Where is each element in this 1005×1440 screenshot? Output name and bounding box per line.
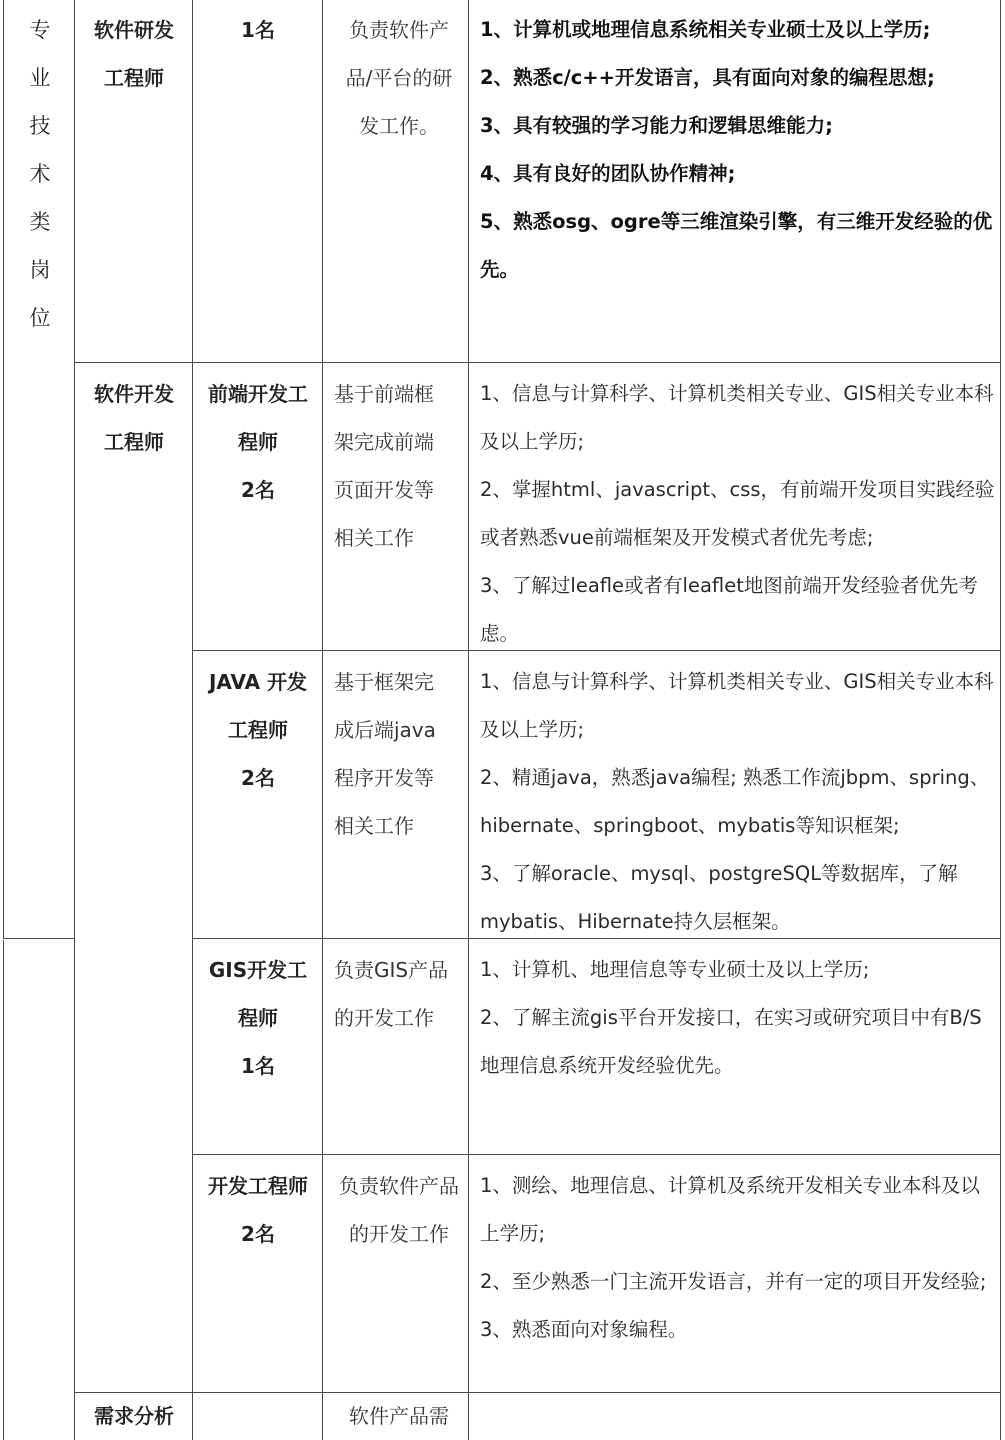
table-border-right [1000,0,1001,1440]
group-label: 软件开发工程师 [94,382,174,454]
requirement-item: 2、掌握html、javascript、css，有前端开发项目实践经验或者熟悉vue前端框架及开发模式者优先考虑; [480,478,995,549]
duty-cell [338,0,460,150]
requirements-cell [480,364,995,658]
row-divider [74,362,1001,363]
requirement-item: 2、精通java，熟悉java编程; 熟悉工作流jbpm、spring、hibernate、springboot、mybatis等知识框架; [480,766,990,837]
duty-cell [338,1156,460,1258]
requirement-item: 4、具有良好的团队协作精神; [480,162,736,185]
position-title: JAVA 开发工程师 [208,670,308,742]
duty-text: 负责软件产品/平台的研发工作。 [345,18,453,138]
category-label [3,0,77,342]
position-cell [194,364,322,514]
headcount: 2名 [241,478,275,502]
position-cell [194,940,322,1090]
requirements-cell [480,940,995,1090]
category-text: 专业技术类岗位 [29,18,51,330]
requirement-item: 1、计算机、地理信息等专业硕士及以上学历; [480,958,870,981]
row-divider [192,1154,1001,1155]
headcount: 2名 [241,766,275,790]
requirement-item: 2、至少熟悉一门主流开发语言，并有一定的项目开发经验; [480,1270,987,1293]
duty-cell [334,652,452,850]
headcount: 1名 [241,1054,275,1078]
column-divider [322,0,323,1440]
table-border-left-lower [3,940,4,1440]
position-cell [194,0,322,54]
column-divider [468,0,469,1440]
requirement-item: 1、测绘、地理信息、计算机及系统开发相关专业本科及以上学历; [480,1174,980,1245]
requirement-item: 3、了解过leafle或者有leaflet地图前端开发经验者优先考虑。 [480,574,978,645]
requirement-item: 1、信息与计算科学、计算机类相关专业、GIS相关专业本科及以上学历; [480,670,994,741]
duty-cell [334,364,452,562]
position-cell [194,652,322,802]
requirements-cell [480,652,995,946]
group-label: 需求分析 [94,1404,174,1428]
row-divider [3,938,75,939]
duty-cell [338,1396,460,1436]
headcount: 2名 [241,1222,275,1246]
requirement-item: 5、熟悉osg、ogre等三维渲染引擎，有三维开发经验的优先。 [480,210,993,281]
group-cell [76,364,192,466]
duty-cell [334,940,460,1042]
requirement-item: 3、具有较强的学习能力和逻辑思维能力; [480,114,833,137]
requirement-item: 3、熟悉面向对象编程。 [480,1318,688,1341]
requirements-cell [480,0,995,294]
requirement-item: 1、信息与计算科学、计算机类相关专业、GIS相关专业本科及以上学历; [480,382,994,453]
group-label: 软件研发工程师 [94,18,174,90]
duty-text: 软件产品需 [349,1404,449,1428]
position-title: GIS开发工程师 [208,958,308,1030]
headcount: 1名 [241,18,275,42]
duty-text: 基于前端框架完成前端页面开发等相关工作 [334,382,434,550]
requirement-item: 2、熟悉c/c++开发语言，具有面向对象的编程思想; [480,66,935,89]
requirement-item: 1、计算机或地理信息系统相关专业硕士及以上学历; [480,18,931,41]
group-cell [76,0,192,102]
duty-text: 基于框架完成后端java程序开发等相关工作 [334,670,436,838]
group-cell [76,1396,192,1436]
position-cell [194,1156,322,1258]
requirements-cell [480,1156,995,1354]
position-title: 开发工程师 [208,1174,308,1198]
position-title: 前端开发工程师 [208,382,308,454]
requirement-item: 3、了解oracle、mysql、postgreSQL等数据库，了解mybatis、Hibernate持久层框架。 [480,862,958,933]
requirement-item: 2、了解主流gis平台开发接口，在实习或研究项目中有B/S地理信息系统开发经验优先。 [480,1006,982,1077]
duty-text: 负责软件产品的开发工作 [339,1174,459,1246]
row-divider [74,1392,1001,1393]
duty-text: 负责GIS产品的开发工作 [334,958,449,1030]
column-divider [192,0,193,1440]
